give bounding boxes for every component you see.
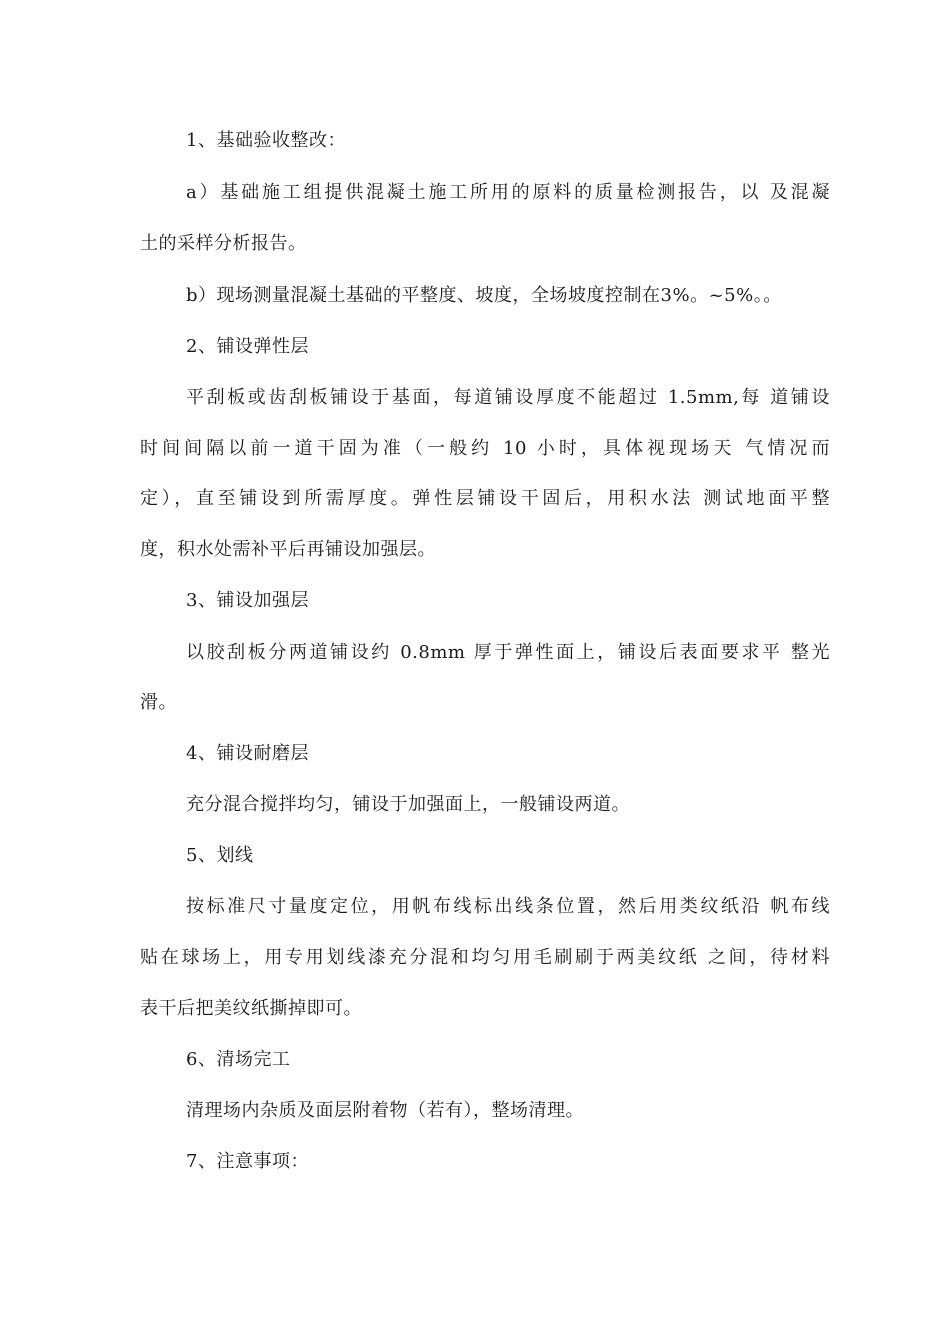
paragraph-line: 按标准尺寸量度定位，用帆布线标出线条位置，然后用类纹纸沿 帆布线	[186, 896, 830, 917]
heading-2: 2、铺设弹性层	[186, 336, 309, 357]
paragraph-line: a）基础施工组提供混凝土施工所用的原料的质量检测报告，以 及混凝	[186, 182, 830, 203]
heading-1: 1、基础验收整改：	[186, 130, 346, 151]
paragraph-line: b）现场测量混凝土基础的平整度、坡度，全场坡度控制在3%。~5%。。	[186, 285, 782, 306]
paragraph-line: 充分混合搅拌均匀，铺设于加强面上，一般铺设两道。	[186, 794, 630, 815]
paragraph-line: 平刮板或齿刮板铺设于基面，每道铺设厚度不能超过 1.5mm,每 道铺设	[186, 387, 830, 408]
paragraph-line: 清理场内杂质及面层附着物（若有），整场清理。	[186, 1100, 584, 1121]
paragraph-line: 贴在球场上，用专用划线漆充分混和均匀用毛刷刷于两美纹纸 之间，待材料	[140, 947, 830, 968]
paragraph-line: 滑。	[140, 692, 177, 713]
paragraph-line: 时间间隔以前一道干固为准（一般约 10 小时，具体视现场天 气情况而	[140, 438, 830, 459]
paragraph-line: 土的采样分析报告。	[140, 233, 307, 254]
paragraph-line: 表干后把美纹纸撕掉即可。	[140, 998, 362, 1019]
heading-5: 5、划线	[186, 845, 254, 866]
heading-7: 7、注意事项：	[186, 1151, 309, 1172]
paragraph-line: 以胶刮板分两道铺设约 0.8mm 厚于弹性面上，铺设后表面要求平 整光	[186, 642, 830, 663]
heading-3: 3、铺设加强层	[186, 590, 309, 611]
paragraph-line: 定），直至铺设到所需厚度。弹性层铺设干固后，用积水法 测试地面平整	[140, 488, 830, 509]
paragraph-line: 度，积水处需补平后再铺设加强层。	[140, 539, 436, 560]
heading-6: 6、清场完工	[186, 1049, 291, 1070]
heading-4: 4、铺设耐磨层	[186, 743, 309, 764]
